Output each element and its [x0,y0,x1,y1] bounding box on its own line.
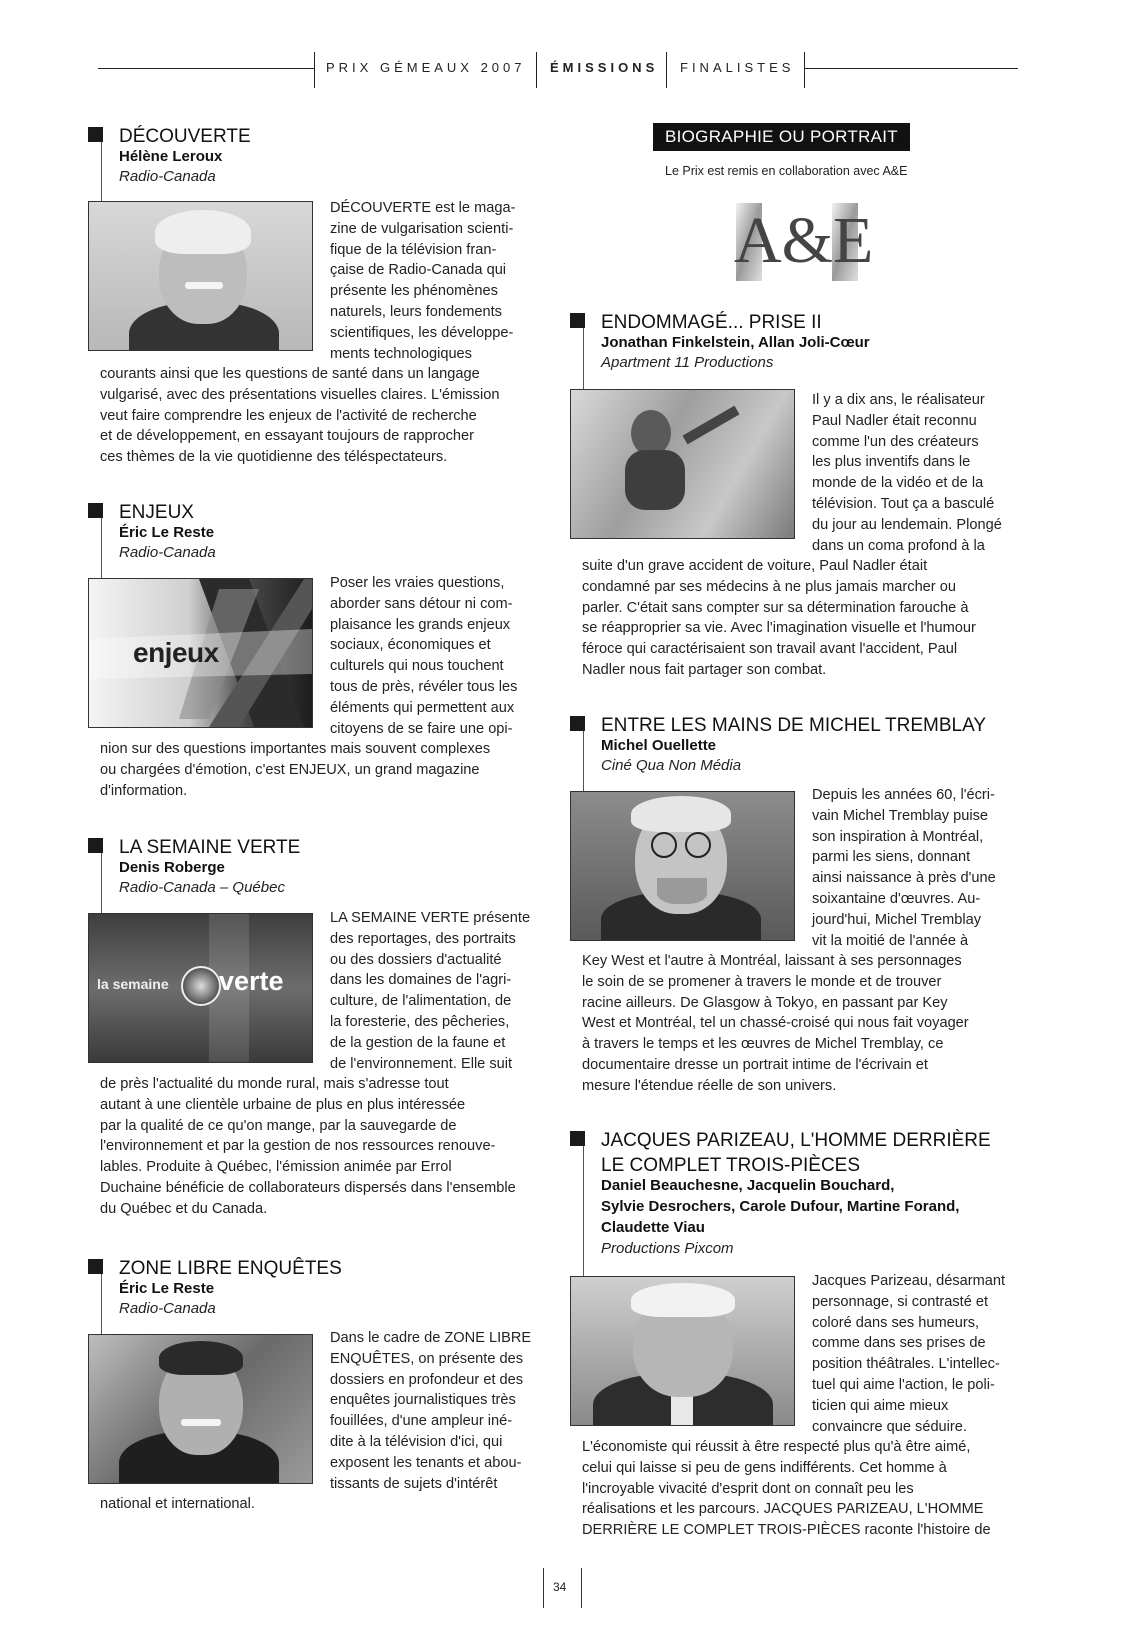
text-line: par la qualité de ce qu'on mange, par la sauvegarde de [100,1117,457,1134]
text-line: son inspiration à Montréal, [812,828,984,845]
entry-rule [583,731,584,793]
text-line: culturels qui nous touchent [330,658,504,675]
text-line: présente les phénomènes [330,283,498,300]
politician-portrait-photo [570,1276,795,1426]
text-line: lables. Produite à Québec, l'émission animée par Errol [100,1159,452,1176]
text-line: West et Montréal, tel un chassé-croisé qui nous fait voyager [582,1015,969,1032]
enjeux-logo-text: enjeux [133,637,219,668]
text-line: tous de près, révéler tous les [330,678,518,695]
text-line: le soin de se promener à travers le monde et de trouver [582,973,942,990]
text-line: personnage, si contrasté et [812,1293,989,1310]
text-line: d'information. [100,782,188,799]
entry-description-full [100,364,552,468]
entry-company: Productions Pixcom [601,1240,734,1257]
entry-description-wrap [330,908,550,1074]
text-line: Dans le cadre de ZONE LIBRE [330,1330,532,1346]
text-line: çaise de Radio-Canada qui [330,262,507,279]
text-line: ces thèmes de la vie quotidienne des téléspectateurs. [100,449,448,466]
header-subsection: FINALISTES [680,60,795,75]
text-line: convaincre que séduire. [812,1418,967,1435]
entry-marker [88,127,103,142]
entry-names: Jonathan Finkelstein, Allan Joli-Cœur [601,334,870,351]
text-line: courants ainsi que les questions de santé dans un langage [100,366,480,382]
entry-title: LA SEMAINE VERTE [119,837,301,858]
entry-company: Apartment 11 Productions [601,354,774,371]
text-line: suite d'un grave accident de voiture, Paul Nadler était [582,558,928,574]
text-line: veut faire comprendre les enjeux de l'activité de recherche [100,407,477,424]
entry-names: Michel Ouellette [601,737,717,754]
text-line: du jour au lendemain. Plongé [812,516,1002,533]
text-line: sociaux, économiques et [330,637,491,654]
entry-rule [101,518,102,580]
header-section: ÉMISSIONS [550,60,659,75]
text-line: celui qui laisse si peu de gens indifférents. Cet homme à [582,1459,947,1476]
text-line: L'économiste qui réussit à être respecté plus qu'à être aimé, [582,1439,971,1455]
entry-description-wrap [812,1271,1032,1437]
entry-description-wrap [330,198,550,364]
page-number: 34 [553,1580,567,1594]
entry-description-full [100,1494,552,1515]
header-rule-left [98,68,314,69]
entry-marker [88,503,103,518]
text-line: ainsi naissance à près d'une [812,870,996,887]
entry-names-line: Sylvie Desrochers, Carole Dufour, Martine Forand, [601,1198,960,1215]
entry-marker [570,1131,585,1146]
entry-company: Radio-Canada [119,544,216,561]
entry-endommage-prise-ii [570,310,1030,390]
text-line: l'environnement et par la gestion de nos ressources renouve- [100,1138,496,1155]
entry-description-full [582,951,1034,1097]
entry-names-line: Claudette Viau [601,1219,705,1236]
entry-rule [583,328,584,390]
entry-marker [88,838,103,853]
text-line: national et international. [100,1496,255,1512]
entry-description-full [100,739,552,801]
text-line: Key West et l'autre à Montréal, laissant à ses personnages [582,953,962,969]
text-line: comme l'un des créateurs [812,433,979,450]
text-line: jourd'hui, Michel Tremblay [812,911,982,928]
entry-rule [101,142,102,202]
ae-logo-text: A&E [734,204,874,277]
entry-marker [88,1259,103,1274]
text-line: l'incroyable vivacité d'esprit dont on connaît peu les [582,1480,914,1497]
header-divider [804,52,805,88]
text-line: monde de la vidéo et de la [812,475,984,492]
entry-title: DÉCOUVERTE [119,126,251,147]
text-line: vain Michel Tremblay puise [812,807,989,824]
entry-description-full [582,1437,1034,1541]
text-line: soixantaine d'œuvres. Au- [812,890,981,907]
ae-logo [734,195,874,287]
footer-divider [581,1568,582,1608]
text-line: les plus inventifs dans le [812,454,971,471]
entry-title-line-2: LE COMPLET TROIS-PIÈCES [601,1155,861,1176]
entry-names: Éric Le Reste [119,524,215,541]
text-line: de près l'actualité du monde rural, mais s'adresse tout [100,1076,449,1092]
text-line: condamné par ses médecins à ne plus jamais marcher ou [582,578,956,595]
text-line: la foresterie, des pêcheries, [330,1013,510,1030]
entry-zone-libre-enquetes [88,1256,548,1336]
entry-title: ENTRE LES MAINS DE MICHEL TREMBLAY [601,715,987,736]
footer-divider [543,1568,544,1608]
text-line: DÉCOUVERTE est le maga- [330,200,516,216]
climber-photo [570,389,795,539]
category-badge: BIOGRAPHIE OU PORTRAIT [653,123,910,151]
text-line: de la gestion de la faune et [330,1034,506,1051]
text-line: ou chargées d'émotion, c'est ENJEUX, un grand magazine [100,761,480,778]
semaine-verte-emblem-icon [181,966,221,1006]
entry-names: Denis Roberge [119,859,225,876]
text-line: zine de vulgarisation scienti- [330,220,514,237]
text-line: plaisance les grands enjeux [330,616,511,633]
enjeux-logo-image [88,578,313,728]
entry-title-line-1: JACQUES PARIZEAU, L'HOMME DERRIÈRE [601,1130,991,1151]
entry-description-wrap [812,785,1032,951]
text-line: à travers le temps et les œuvres de Michel Tremblay, ce [582,1036,944,1053]
text-line: ENQUÊTES, on présente des [330,1350,524,1367]
entry-names: Éric Le Reste [119,1280,215,1297]
text-line: féroce qui caractérisaient son travail avant l'accident, Paul [582,641,958,658]
entry-enjeux [88,500,548,580]
text-line: Poser les vraies questions, [330,575,505,591]
text-line: aborder sans détour ni com- [330,595,513,612]
entry-description-full [582,556,1034,681]
text-line: ments technologiques [330,345,472,362]
text-line: des reportages, des portraits [330,930,516,947]
entry-description-full [100,1074,552,1220]
text-line: citoyens de se faire une opi- [330,720,513,737]
host-portrait-photo [88,201,313,351]
text-line: mesure l'étendue réelle de son univers. [582,1077,837,1094]
header-divider [314,52,315,88]
entry-description-wrap [330,573,550,739]
text-line: éléments qui permettent aux [330,699,515,716]
writer-portrait-photo [570,791,795,941]
text-line: Depuis les années 60, l'écri- [812,787,995,803]
text-line: tuel qui aime l'action, le poli- [812,1376,995,1393]
text-line: DERRIÈRE LE COMPLET TROIS-PIÈCES raconte l'histoire de [582,1522,991,1539]
text-line: coloré dans ses humeurs, [812,1314,980,1331]
host-portrait-photo [88,1334,313,1484]
text-line: dans les domaines de l'agri- [330,972,512,989]
entry-company: Ciné Qua Non Média [601,757,742,774]
text-line: se réapproprier sa vie. Avec l'imagination visuelle et l'humour [582,620,976,637]
entry-company: Radio-Canada – Québec [119,879,285,896]
text-line: parler. C'était sans compter sur sa détermination farouche à [582,599,969,616]
text-line: fouillées, d'une ampleur iné- [330,1413,513,1430]
entry-names: Hélène Leroux [119,148,223,165]
text-line: du Québec et du Canada. [100,1200,268,1217]
header-divider [666,52,667,88]
text-line: Il y a dix ans, le réalisateur [812,392,985,408]
text-line: parmi les siens, donnant [812,849,971,866]
text-line: vit la moitié de l'année à [812,932,969,949]
text-line: vulgarisé, avec des présentations visuelles claires. L'émission [100,386,500,403]
entry-marker [570,313,585,328]
text-line: télévision. Tout ça a basculé [812,495,995,512]
text-line: réalisations et les parcours. JACQUES PARIZEAU, L'HOMME [582,1501,984,1518]
text-line: autant à une clientèle urbaine de plus en plus intéressée [100,1096,466,1113]
text-line: ou des dossiers d'actualité [330,951,502,968]
text-line: dite à la télévision d'ici, qui [330,1433,503,1450]
text-line: scientifiques, les développe- [330,324,514,341]
text-line: ticien qui aime mieux [812,1397,949,1414]
entry-company: Radio-Canada [119,168,216,185]
entry-title: ENJEUX [119,502,194,523]
category-collab-note: Le Prix est remis en collaboration avec A&E [665,164,908,178]
entry-rule [101,1274,102,1336]
entry-rule [583,1146,584,1292]
text-line: comme dans ses prises de [812,1335,986,1352]
text-line: Nadler nous fait partager son combat. [582,661,827,678]
entry-jacques-parizeau [570,1128,1030,1268]
header-rule-right [804,68,1018,69]
entry-description-wrap [330,1328,550,1494]
entry-entre-les-mains [570,713,1030,793]
text-line: enquêtes journalistiques très [330,1392,516,1409]
entry-names-line: Daniel Beauchesne, Jacquelin Bouchard, [601,1177,895,1194]
entry-title: ENDOMMAGÉ... PRISE II [601,312,822,333]
text-line: documentaire dresse un portrait intime de l'écrivain et [582,1056,928,1073]
header-divider [536,52,537,88]
text-line: racine ailleurs. De Glasgow à Tokyo, en passant par Key [582,994,948,1011]
text-line: de l'environnement. Elle suit [330,1055,513,1072]
entry-la-semaine-verte [88,835,548,915]
entry-title: ZONE LIBRE ENQUÊTES [119,1258,342,1279]
text-line: tissants de sujets d'intérêt [330,1475,498,1492]
text-line: et de développement, en essayant toujours de rapprocher [100,428,475,445]
text-line: nion sur des questions importantes mais souvent complexes [100,741,491,757]
text-line: dans un coma profond à la [812,537,985,554]
text-line: exposent les tenants et abou- [330,1454,522,1471]
header-title: PRIX GÉMEAUX 2007 [326,60,526,75]
text-line: LA SEMAINE VERTE présente [330,910,531,926]
text-line: Jacques Parizeau, désarmant [812,1273,1006,1289]
entry-marker [570,716,585,731]
text-line: Duchaine bénéficie de collaborateurs dispersés dans l'ensemble [100,1179,516,1196]
text-line: dossiers en profondeur et des [330,1371,524,1388]
entry-description-wrap [812,390,1032,556]
semaine-verte-logo-text-a: la semaine [97,976,169,992]
semaine-verte-logo-image [88,913,313,1063]
entry-company: Radio-Canada [119,1300,216,1317]
entry-rule [101,853,102,915]
text-line: culture, de l'alimentation, de [330,993,512,1010]
semaine-verte-logo-text-b: verte [219,966,284,996]
text-line: fique de la télévision fran- [330,241,497,258]
text-line: naturels, leurs fondements [330,303,502,320]
text-line: Paul Nadler était reconnu [812,412,977,429]
text-line: position théâtrales. L'intellec- [812,1356,1000,1373]
